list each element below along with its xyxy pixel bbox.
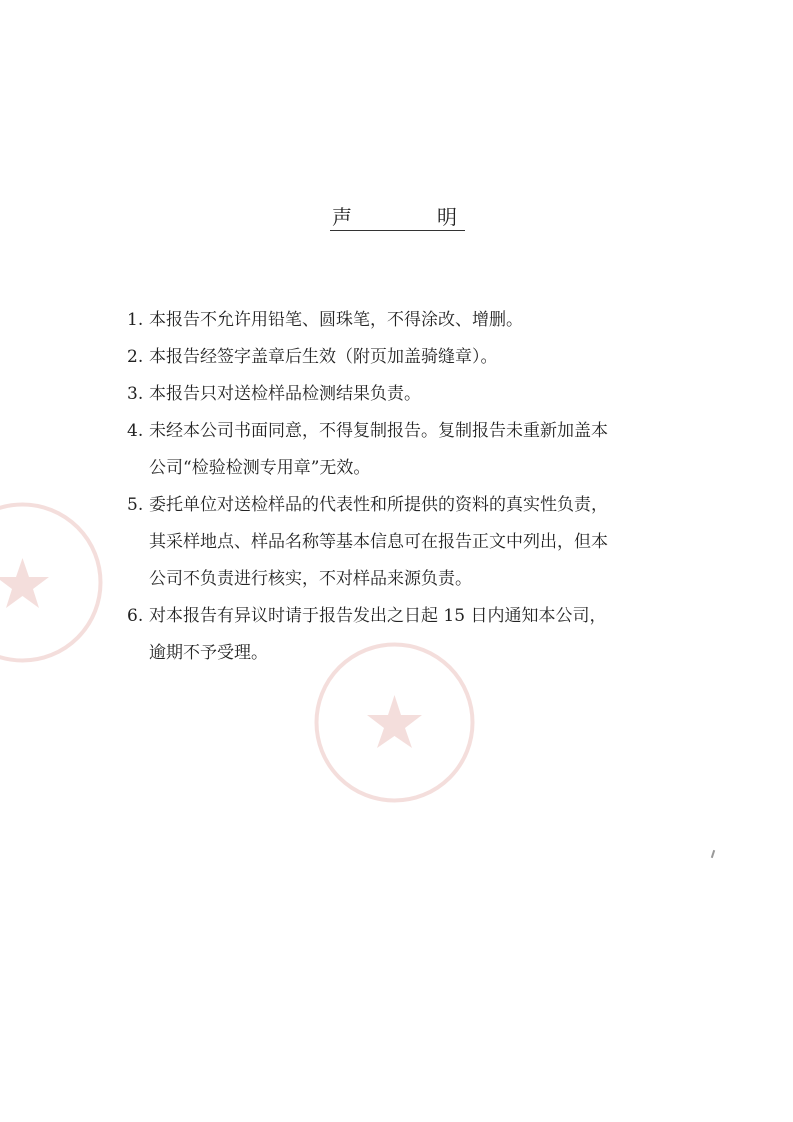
declaration-item-3: [127, 376, 687, 413]
page-title: [330, 203, 465, 231]
item-text: 公司不负责进行核实，不对样品来源负责。: [149, 569, 472, 589]
item-number: 1.: [127, 310, 144, 330]
declaration-list: [127, 302, 687, 672]
item-text: 其采样地点、样品名称等基本信息可在报告正文中列出，但本: [149, 532, 608, 552]
declaration-item-1: [127, 302, 687, 339]
title-char-2: 明: [437, 205, 457, 229]
declaration-item-4: [127, 413, 687, 487]
item-text: 本报告只对送检样品检测结果负责。: [149, 384, 421, 404]
declaration-item-2: [127, 339, 687, 376]
item-number: 2.: [127, 347, 144, 367]
item-text: 本报告经签字盖章后生效（附页加盖骑缝章）。: [149, 347, 498, 367]
item-number: 5.: [127, 495, 144, 515]
item-text: 公司“检验检测专用章”无效。: [149, 458, 371, 478]
item-text: 对本报告有异议时请于报告发出之日起 15 日内通知本公司，: [149, 606, 607, 626]
item-number: 6.: [127, 606, 144, 626]
item-text: 未经本公司书面同意，不得复制报告。复制报告未重新加盖本: [149, 421, 608, 441]
title-char-1: 声: [332, 205, 352, 229]
scan-speck: [711, 850, 715, 858]
item-text: 逾期不予受理。: [149, 643, 268, 663]
company-seal-left: [0, 500, 105, 665]
item-text: 本报告不允许用铅笔、圆珠笔，不得涂改、增删。: [149, 310, 523, 330]
declaration-item-6: [127, 598, 687, 672]
declaration-item-5: [127, 487, 687, 598]
item-text: 委托单位对送检样品的代表性和所提供的资料的真实性负责，: [149, 495, 608, 515]
item-number: 4.: [127, 421, 144, 441]
item-number: 3.: [127, 384, 144, 404]
